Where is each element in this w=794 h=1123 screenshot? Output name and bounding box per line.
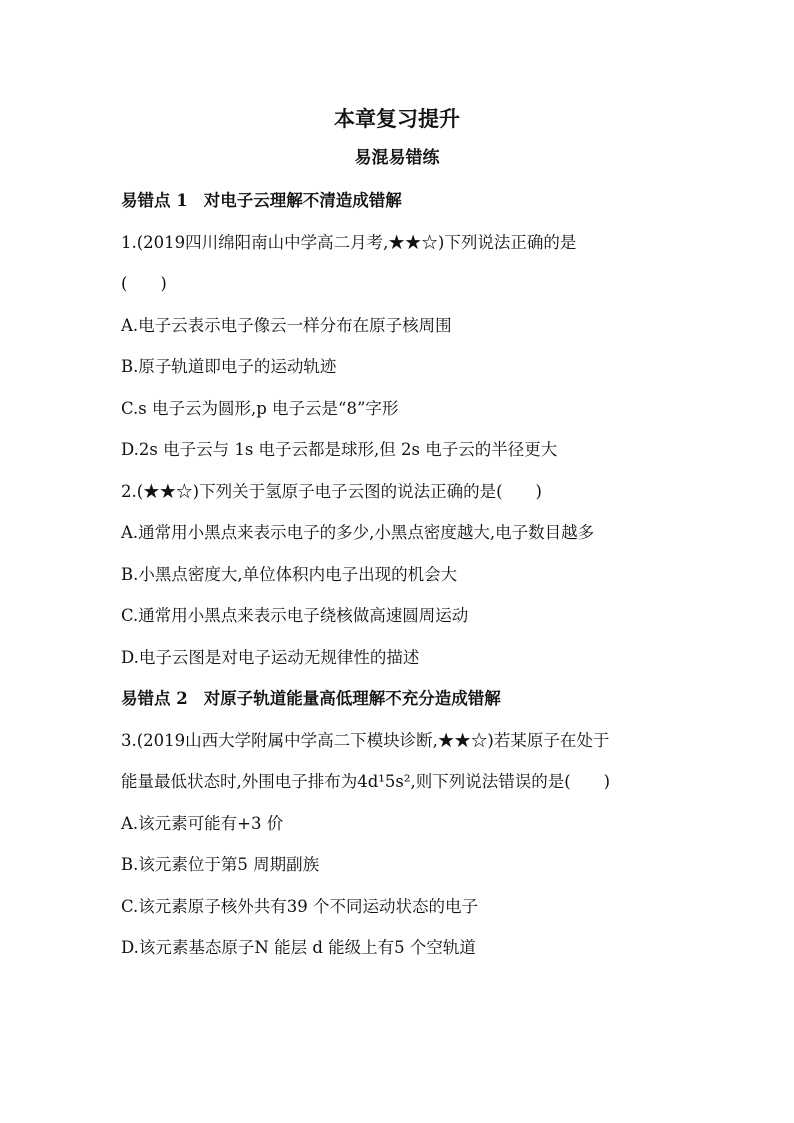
section-heading-1 (121, 189, 721, 213)
question-2-option-b: B.小黑点密度大,单位体积内电子出现的机会大 (121, 565, 458, 584)
question-2-option-c: C.通常用小黑点来表示电子绕核做高速圆周运动 (121, 606, 469, 625)
section-heading-2 (121, 687, 721, 711)
question-3-stem-continued: 能量最低状态时,外围电子排布为4d¹5s²,则下列说法错误的是( ) (121, 772, 611, 791)
question-2-stem: 2.(★★☆)下列关于氢原子电子云图的说法正确的是( ) (121, 482, 542, 501)
question-3-stem: 3.(2019山西大学附属中学高二下模块诊断,★★☆)若某原子在处于 (121, 731, 610, 750)
question-1-option-b: B.原子轨道即电子的运动轨迹 (121, 357, 337, 376)
question-2-option-d: D.电子云图是对电子运动无规律性的描述 (121, 648, 420, 667)
page-title: 本章复习提升 (334, 106, 460, 131)
question-3-option-a: A.该元素可能有+3 价 (121, 814, 284, 833)
question-1-option-c: C.s 电子云为圆形,p 电子云是“8”字形 (121, 399, 399, 418)
question-3-option-d: D.该元素基态原子N 能层 d 能级上有5 个空轨道 (121, 938, 476, 957)
question-1-option-a: A.电子云表示电子像云一样分布在原子核周围 (121, 316, 452, 335)
page-subtitle: 易混易错练 (354, 148, 440, 168)
question-3-option-b: B.该元素位于第5 周期副族 (121, 855, 320, 874)
question-2-option-a: A.通常用小黑点来表示电子的多少,小黑点密度越大,电子数目越多 (121, 523, 595, 542)
section-label: 易错点 1 (121, 191, 188, 210)
question-1-stem: 1.(2019四川绵阳南山中学高二月考,★★☆)下列说法正确的是 (121, 233, 577, 252)
question-3-option-c: C.该元素原子核外共有39 个不同运动状态的电子 (121, 897, 479, 916)
section-title: 对电子云理解不清造成错解 (203, 191, 402, 210)
question-1-option-d: D.2s 电子云与 1s 电子云都是球形,但 2s 电子云的半径更大 (121, 440, 558, 459)
section-label: 易错点 2 (121, 689, 188, 708)
section-title: 对原子轨道能量高低理解不充分造成错解 (203, 689, 501, 708)
question-1-answer-blank: ( ) (121, 274, 167, 293)
